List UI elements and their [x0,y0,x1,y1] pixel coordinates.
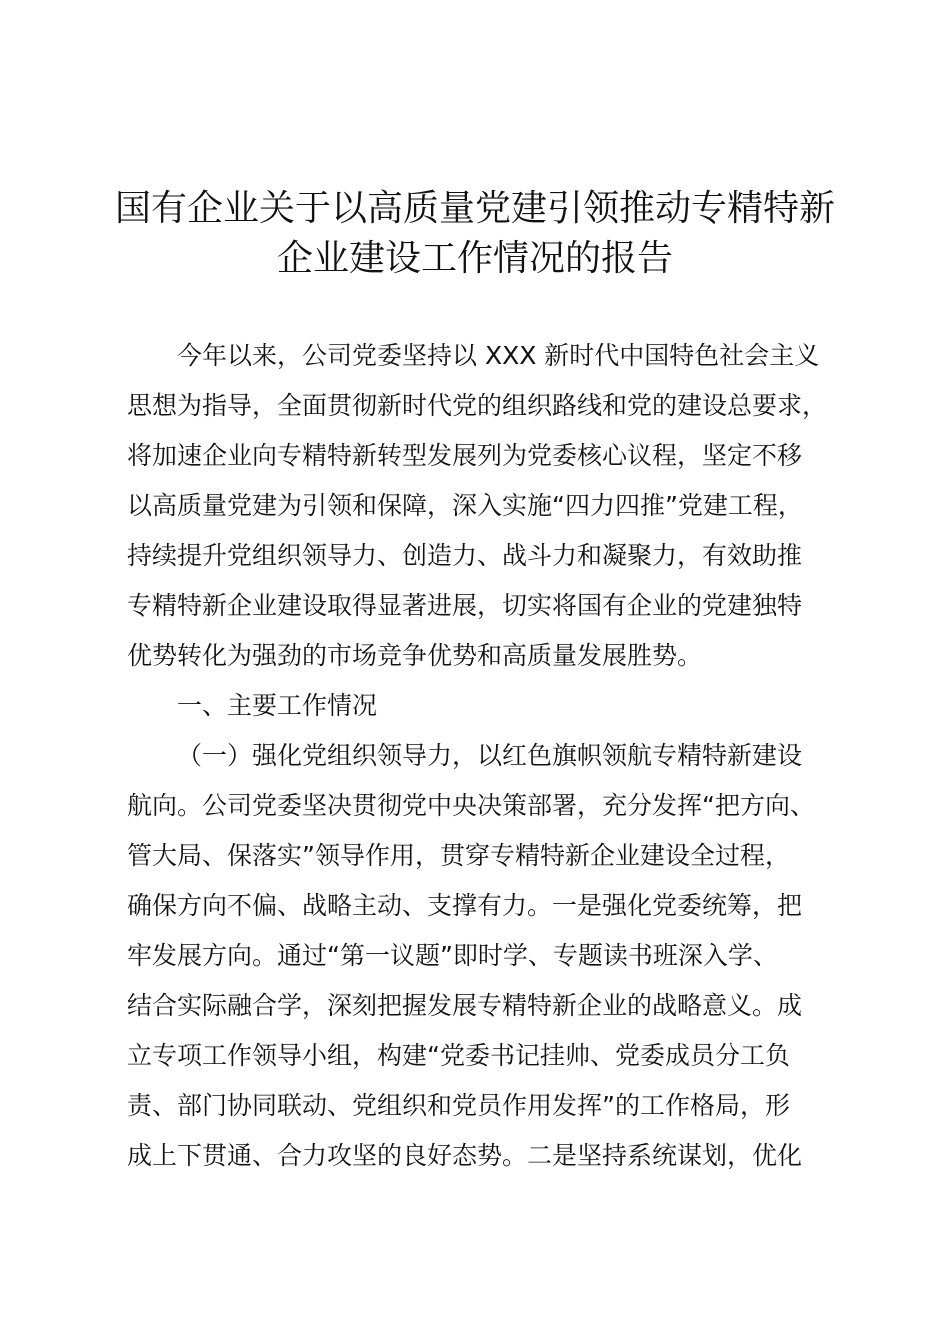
subsection-line-2: 航向。公司党委坚决贯彻党中央决策部署，充分发挥“把方向、 [127,791,815,820]
document-title-line-1: 国有企业关于以高质量党建引领推动专精特新 [114,188,835,229]
paragraph-line-6: 专精特新企业建设取得显著进展，切实将国有企业的党建独特 [127,591,803,620]
subsection-line-7: 立专项工作领导小组，构建“党委书记挂帅、党委成员分工负 [127,1041,790,1070]
subsection-line-5: 牢发展方向。通过“第一议题”即时学、专题读书班深入学、 [127,941,778,970]
paragraph-line-2: 思想为指导，全面贯彻新时代党的组织路线和党的建设总要求， [127,391,828,420]
subsection-line-3: 管大局、保落实”领导作用，贯穿专精特新企业建设全过程， [127,841,790,870]
subsection-line-8: 责、部门协同联动、党组织和党员作用发挥”的工作格局，形 [127,1091,790,1120]
document-title-line-2: 企业建设工作情况的报告 [276,238,673,279]
paragraph-line-1: 今年以来，公司党委坚持以 XXX 新时代中国特色社会主义 [177,341,820,370]
subsection-line-9: 成上下贯通、合力攻坚的良好态势。二是坚持系统谋划，优化 [127,1141,803,1170]
paragraph-line-3: 将加速企业向专精特新转型发展列为党委核心议程，坚定不移 [127,441,803,470]
subsection-line-6: 结合实际融合学，深刻把握发展专精特新企业的战略意义。成 [127,991,803,1020]
paragraph-line-7: 优势转化为强劲的市场竞争优势和高质量发展胜势。 [127,641,703,670]
subsection-line-4: 确保方向不偏、战略主动、支撑有力。一是强化党委统筹，把 [127,891,803,920]
paragraph-line-5: 持续提升党组织领导力、创造力、战斗力和凝聚力，有效助推 [127,541,803,570]
paragraph-line-4: 以高质量党建为引领和保障，深入实施“四力四推”党建工程， [127,491,803,520]
section-heading: 一、主要工作情况 [177,691,378,720]
subsection-line-1: （一）强化党组织领导力，以红色旗帜领航专精特新建设 [177,741,803,770]
